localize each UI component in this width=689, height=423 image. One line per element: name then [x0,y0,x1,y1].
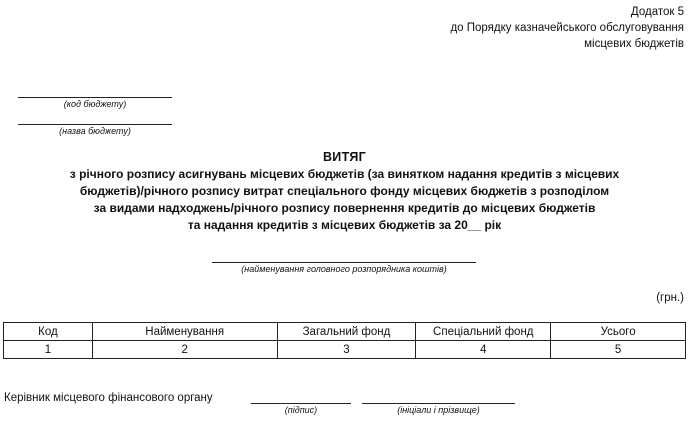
subtitle-line: та надання кредитів з місцевих бюджетів за 20__ рік [187,218,502,232]
budget-code-field[interactable] [18,97,172,109]
budget-code-caption: (код бюджету) [63,99,127,109]
table-header-row [4,323,686,341]
budget-code-line [18,97,172,98]
column-number: 2 [92,341,277,359]
manager-name-line [212,262,476,263]
header-general-fund: Загальний фонд [277,323,416,341]
initials-line [362,403,515,404]
column-number: 1 [4,341,93,359]
table-row [4,341,686,359]
subtitle-line: бюджетів)/річного розпису витрат спеціального фонду місцевих бюджетів з розподілом [79,184,610,198]
initials-caption: (ініціали і прізвище) [397,405,480,415]
annex-reference-cont: місцевих бюджетів [584,38,684,50]
manager-name-field[interactable] [212,262,476,274]
signature-line [251,403,351,404]
currency-unit: (грн.) [656,292,684,304]
budget-name-field[interactable] [18,124,172,136]
annex-reference: до Порядку казначейського обслуговування [450,22,684,34]
document-subtitle [20,166,669,234]
header-total: Усього [551,323,686,341]
manager-name-caption: (найменування головного розпорядника коштів) [241,264,447,274]
signer-label: Керівник місцевого фінансового органу [4,392,213,404]
header-code: Код [4,323,93,341]
subtitle-line: з річного розпису асигнувань місцевих бюджетів (за винятком надання кредитів з місцевих [69,167,620,181]
budget-name-caption: (назва бюджету) [59,126,131,136]
annex-header [450,4,684,52]
initials-field[interactable] [362,403,515,415]
budget-name-line [18,124,172,125]
header-special-fund: Спеціальний фонд [416,323,551,341]
signature-field[interactable] [251,403,351,415]
document-title: ВИТЯГ [322,150,367,164]
column-number: 5 [551,341,686,359]
allocation-table [3,322,686,359]
signature-caption: (підпис) [284,405,318,415]
subtitle-line: за видами надходжень/річного розпису повернення кредитів до місцевих бюджетів [93,201,596,215]
annex-number: Додаток 5 [630,6,684,18]
column-number: 3 [277,341,416,359]
column-number: 4 [416,341,551,359]
header-name: Найменування [92,323,277,341]
